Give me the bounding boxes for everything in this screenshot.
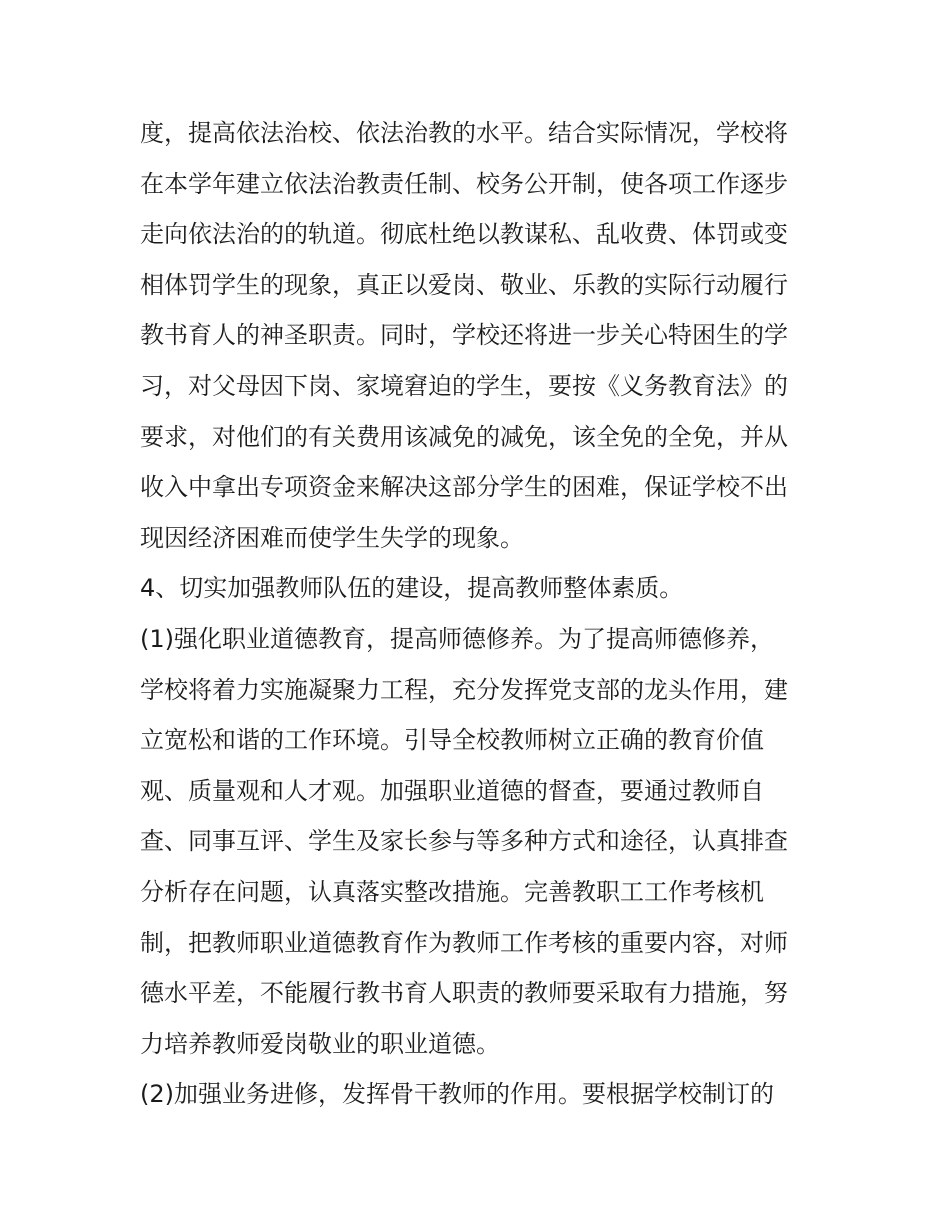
text-line: 学校将着力实施凝聚力工程，充分发挥党支部的龙头作用，建 [140,675,788,704]
text-line: 现因经济困难而使学生失学的现象。 [140,523,524,552]
text-line: 收入中拿出专项资金来解决这部分学生的困难，保证学校不出 [140,473,788,502]
text-line: 在本学年建立依法治教责任制、校务公开制，使各项工作逐步 [140,169,788,198]
text-line: 力培养教师爱岗敬业的职业道德。 [140,1029,500,1058]
text-line: 相体罚学生的现象，真正以爱岗、敬业、乐教的实际行动履行 [140,270,788,299]
subsection-heading: (2)加强业务进修，发挥骨干教师的作用。要根据学校制订的 [140,1080,774,1109]
text-line: 度，提高依法治校、依法治教的水平。结合实际情况，学校将 [140,119,788,147]
text-line: 分析存在问题，认真落实整改措施。完善教职工工作考核机 [140,877,764,906]
text-line: 教书育人的神圣职责。同时，学校还将进一步关心特困生的学 [140,321,788,350]
text-line: 立宽松和谐的工作环境。引导全校教师树立正确的教育价值 [140,726,764,755]
document-body [140,108,820,1120]
text-line: 习，对父母因下岗、家境窘迫的学生，要按《义务教育法》的 [140,371,788,400]
text-line: 查、同事互评、学生及家长参与等多种方式和途径，认真排查 [140,827,788,856]
text-line: 要求，对他们的有关费用该减免的减免，该全免的全免，并从 [140,422,788,451]
subsection-heading: (1)强化职业道德教育，提高师德修养。为了提高师德修养， [140,624,774,653]
text-line: 走向依法治的的轨道。彻底杜绝以教谋私、乱收费、体罚或变 [140,220,788,249]
text-line: 德水平差，不能履行教书育人职责的教师要采取有力措施，努 [140,979,788,1008]
text-line: 制，把教师职业道德教育作为教师工作考核的重要内容，对师 [140,928,788,957]
section-heading: 4、切实加强教师队伍的建设，提高教师整体素质。 [140,574,684,603]
text-line: 观、质量观和人才观。加强职业道德的督查，要通过教师自 [140,776,764,805]
